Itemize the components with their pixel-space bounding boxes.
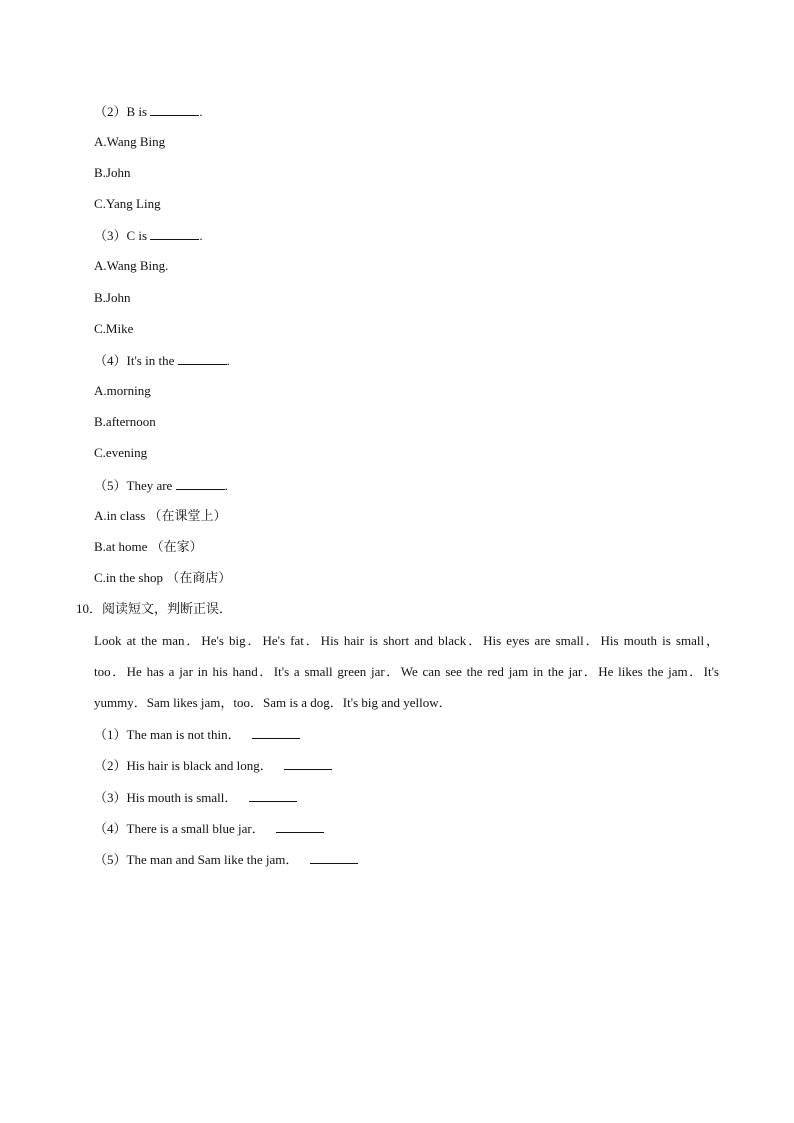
option-b: B.at home （在家）	[94, 539, 203, 554]
option-c: C.Yang Ling	[94, 196, 161, 211]
question-10-heading	[76, 601, 232, 617]
passage-line-3: yummy．Sam likes jam，too．Sam is a dog．It's big and yellow．	[94, 695, 452, 710]
option-a: A.Wang Bing.	[94, 258, 169, 273]
option-a: A.morning	[94, 383, 151, 398]
option-c: C.in the shop （在商店）	[94, 570, 232, 585]
answer-blank[interactable]	[284, 757, 332, 770]
answer-blank[interactable]	[178, 352, 227, 365]
answer-blank[interactable]	[150, 227, 199, 240]
option-b: B.John	[94, 290, 131, 305]
option-a: A.in class （在课堂上）	[94, 508, 227, 523]
answer-blank[interactable]	[150, 103, 199, 116]
question-item-5	[94, 477, 228, 494]
answer-blank[interactable]	[249, 789, 297, 802]
question-prompt: （3）C is	[94, 228, 151, 243]
question-suffix: .	[224, 478, 228, 493]
statement-1	[94, 726, 300, 743]
statement-2	[94, 757, 332, 774]
question-prompt: （5）They are	[94, 478, 176, 493]
answer-blank[interactable]	[176, 477, 225, 490]
answer-blank[interactable]	[252, 726, 300, 739]
question-suffix: .	[199, 228, 203, 243]
question-prompt: （4）It's in the	[94, 353, 178, 368]
statement-text: （5）The man and Sam like the jam．	[94, 852, 299, 867]
question-item-2	[94, 103, 203, 120]
passage-line-1: Look at the man．He's big．He's fat．His hair is short and black．His eyes are small．His mouth is small，	[94, 633, 719, 648]
question-item-4	[94, 352, 230, 369]
statement-text: （4）There is a small blue jar．	[94, 821, 265, 836]
question-suffix: .	[199, 104, 203, 119]
question-suffix: .	[226, 353, 230, 368]
question-prompt: （2）B is	[94, 104, 151, 119]
statement-5	[94, 851, 358, 868]
statement-text: （1）The man is not thin．	[94, 727, 241, 742]
option-c: C.Mike	[94, 321, 134, 336]
statement-text: （2）His hair is black and long．	[94, 758, 273, 773]
statement-4	[94, 820, 324, 837]
question-item-3	[94, 227, 203, 244]
option-b: B.afternoon	[94, 414, 156, 429]
question-number: 10．	[76, 601, 103, 616]
statement-3	[94, 789, 297, 806]
question-instruction: 阅读短文，判断正误．	[102, 601, 233, 616]
answer-blank[interactable]	[310, 851, 358, 864]
option-c: C.evening	[94, 445, 148, 460]
option-b: B.John	[94, 165, 131, 180]
statement-text: （3）His mouth is small．	[94, 790, 238, 805]
answer-blank[interactable]	[276, 820, 324, 833]
passage-line-2: too．He has a jar in his hand．It's a small green jar．We can see the red jam in the jar．He likes the jam．It's	[94, 664, 719, 679]
option-a: A.Wang Bing	[94, 134, 166, 149]
